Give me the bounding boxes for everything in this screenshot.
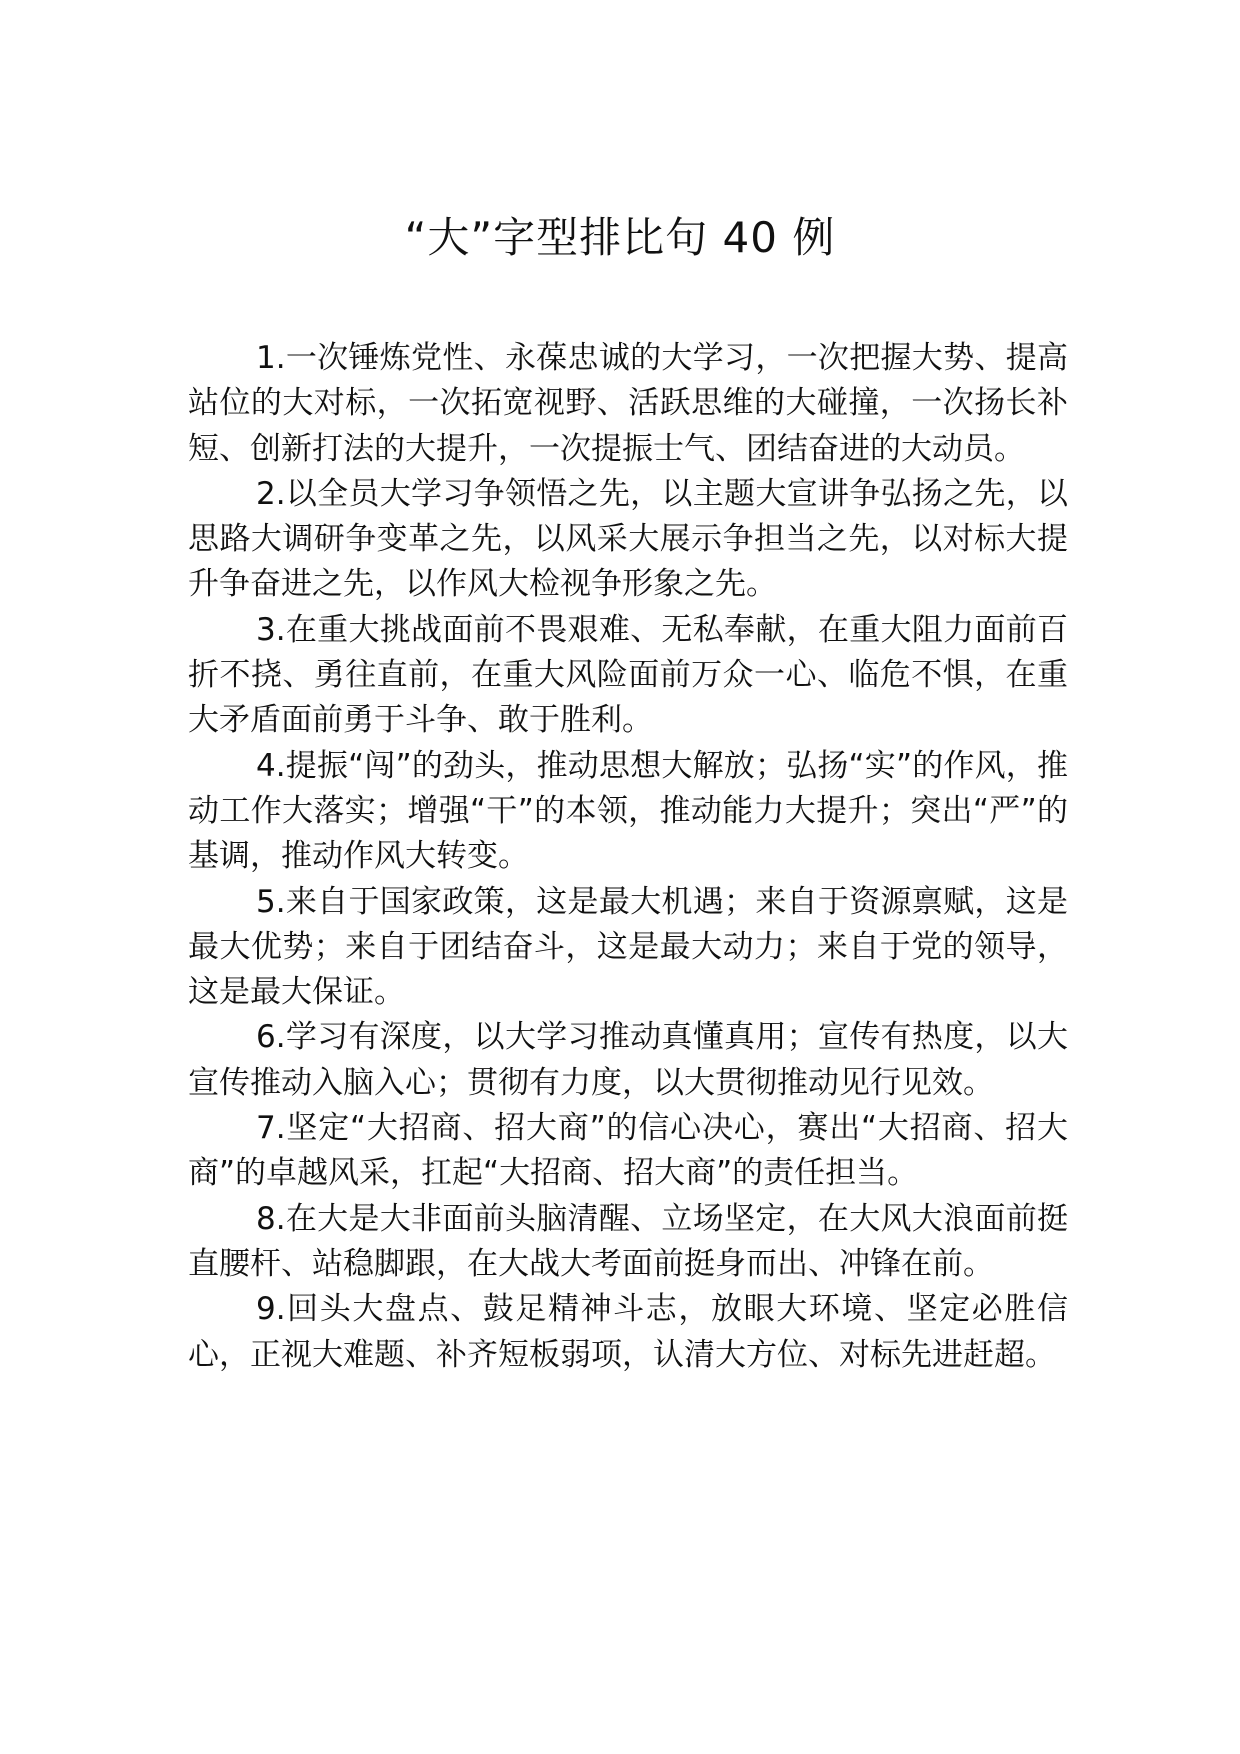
- paragraph-5: 5.来自于国家政策，这是最大机遇；来自于资源禀赋，这是最大优势；来自于团结奋斗，这是最大动力；来自于党的领导，这是最大保证。: [188, 883, 1068, 1011]
- document-title: “大”字型排比句 40 例: [404, 213, 836, 262]
- paragraph-7: 7.坚定“大招商、招大商”的信心决心，赛出“大招商、招大商”的卓越风采，扛起“大招商、招大商”的责任担当。: [188, 1110, 1068, 1192]
- paragraph-1: 1.一次锤炼党性、永葆忠诚的大学习，一次把握大势、提高站位的大对标，一次拓宽视野、活跃思维的大碰撞，一次扬长补短、创新打法的大提升，一次提振士气、团结奋进的大动员。: [188, 340, 1068, 467]
- paragraph-4: 4.提振“闯”的劲头，推动思想大解放；弘扬“实”的作风，推动工作大落实；增强“干”的本领，推动能力大提升；突出“严”的基调，推动作风大转变。: [188, 747, 1068, 875]
- paragraph-9: 9.回头大盘点、鼓足精神斗志，放眼大环境、坚定必胜信心，正视大难题、补齐短板弱项，认清大方位、对标先进赶超。: [188, 1291, 1068, 1373]
- document-body: [188, 336, 1068, 1378]
- paragraph-6: 6.学习有深度，以大学习推动真懂真用；宣传有热度，以大宣传推动入脑入心；贯彻有力度，以大贯彻推动见行见效。: [188, 1019, 1068, 1101]
- paragraph-3: 3.在重大挑战面前不畏艰难、无私奉献，在重大阻力面前百折不挠、勇往直前，在重大风险面前万众一心、临危不惧，在重大矛盾面前勇于斗争、敢于胜利。: [188, 611, 1068, 739]
- paragraph-8: 8.在大是大非面前头脑清醒、立场坚定，在大风大浪面前挺直腰杆、站稳脚跟，在大战大考面前挺身而出、冲锋在前。: [188, 1200, 1068, 1282]
- paragraph-2: 2.以全员大学习争领悟之先，以主题大宣讲争弘扬之先，以思路大调研争变革之先，以风采大展示争担当之先，以对标大提升争奋进之先，以作风大检视争形象之先。: [188, 475, 1068, 603]
